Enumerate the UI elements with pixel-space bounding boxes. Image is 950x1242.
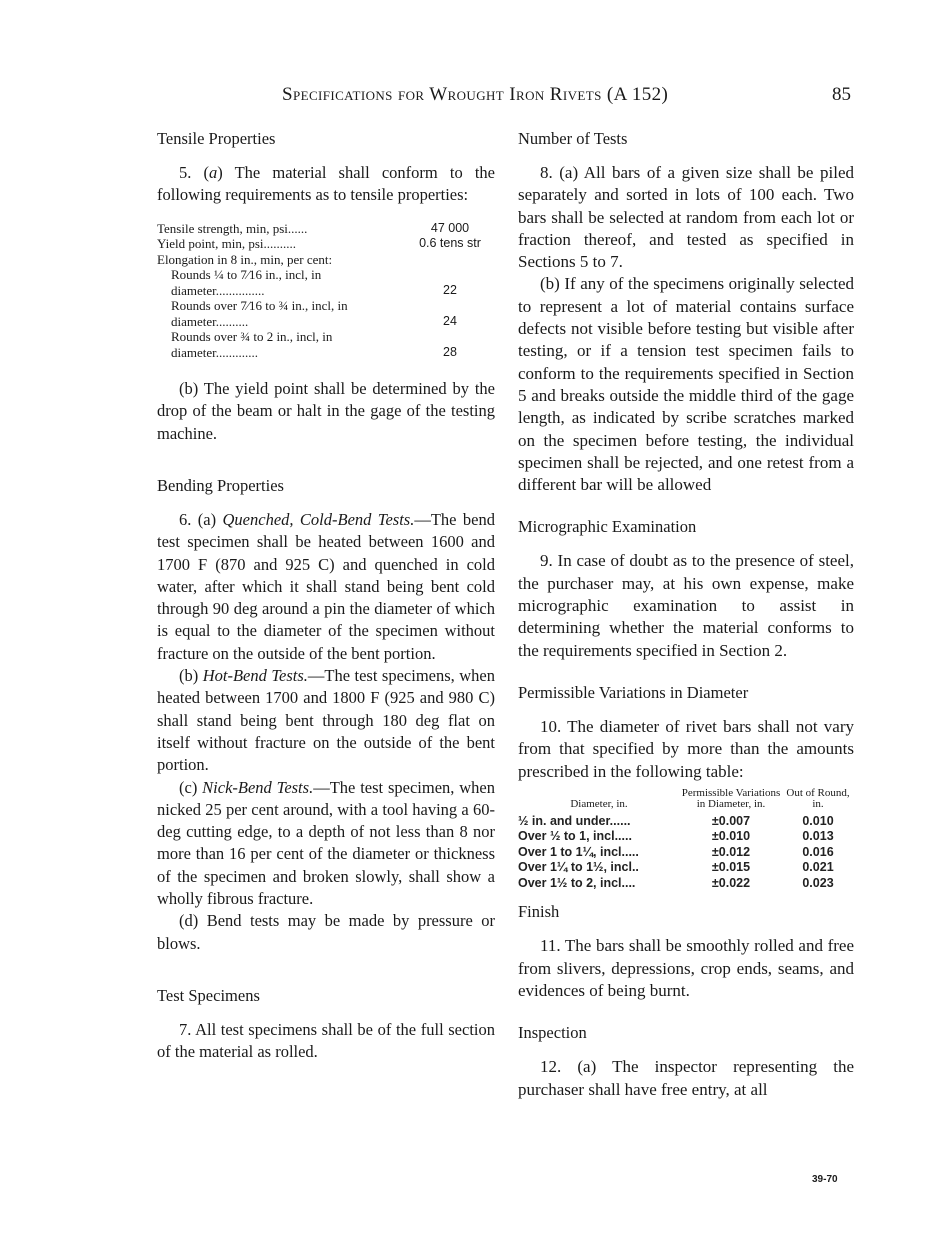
tensile-heading: Tensile Properties [157,129,276,148]
variation-row [518,814,854,830]
section-5a-num: 5. ( [179,163,210,182]
tensile-label: Rounds over 7⁄16 to ¾ in., incl, in diameter.......... [171,298,348,329]
section-6b-lead: (b) [179,666,203,686]
variation-diameter: Over ½ to 1, incl..... [518,829,632,844]
number-of-tests-heading: Number of Tests [518,129,628,148]
tensile-value: 47 000 [430,220,470,235]
section-5a-text: ) The material shall conform to the following requirements as to tensile properties: [157,163,496,205]
tensile-value: 0.6 tens str [419,236,481,251]
tensile-label: Rounds over ¾ to 2 in., incl, in diameter............. [171,329,333,360]
section-6a-text: —The bend test specimen shall be heated between 1600 and 1700 F (870 and 925 C) and quenched in cold water, after which it shall stand being bent cold through 90 deg around a pin the diameter of which is equal to the diameter of the specimen without fracture on the outside of the bent portion. [157,509,495,663]
tensile-value [405,252,495,268]
section-6c-title: Nick-Bend Tests. [202,777,314,797]
tensile-row [157,298,495,329]
tensile-row [157,236,495,252]
tensile-value: 24 [443,313,457,328]
variation-permissible: ±0.015 [711,860,751,875]
section-6a-lead: 6. (a) [179,509,223,529]
variation-out-of-round: 0.021 [802,860,834,875]
variation-diameter: Over 1¼ to 1½, incl.. [518,860,639,875]
section-9: 9. In case of doubt as to the presence of steel, the purchaser may, at his own expense, make micrographic examination to assist in determining whether the material conforms to the requirements specified in Section 2. [518,551,854,660]
variation-row [518,876,854,892]
finish-heading: Finish [518,902,560,922]
specimens-heading: Test Specimens [157,985,260,1005]
section-6c-lead: (c) [179,777,203,797]
diameter-variation-table [518,787,854,892]
running-title-designation: (A 152) [601,84,669,105]
section-10: 10. The diameter of rivet bars shall not vary from that specified by more than the amounts prescribed in the following table: [518,716,854,781]
variation-row [518,829,854,845]
left-column [157,128,495,1064]
inspection-heading: Inspection [518,1023,587,1043]
running-title: Specifications for Wrought Iron Rivets [282,84,602,105]
variation-permissible: ±0.012 [711,844,751,859]
section-6c-text: —The test specimen, when nicked 25 per cent around, with a tool having a 60-deg cutting edge, to a depth of not less than 8 nor more than 16 per cent of the diameter or thickness of the specimen and broken slowly, shall show a wholly fibrous fracture. [157,777,495,909]
tensile-row [157,329,495,360]
variation-diameter: Over 1 to 1¼, incl..... [518,844,639,859]
tensile-requirements-table [157,221,495,361]
tensile-label: Tensile strength, min, psi...... [157,220,308,236]
section-7: 7. All test specimens shall be of the full section of the material as rolled. [157,1019,495,1062]
variation-permissible: ±0.010 [711,829,751,844]
variation-row [518,845,854,861]
page-number: 85 [832,84,851,105]
bending-heading: Bending Properties [157,475,284,495]
variation-diameter: ½ in. and under...... [518,813,631,828]
variation-row [518,860,854,876]
section-5a [157,162,495,207]
tensile-label: Rounds ¼ to 7⁄16 in., incl, in diameter............... [171,267,322,298]
variation-permissible: ±0.022 [711,875,751,890]
tensile-value: 28 [443,344,457,359]
variations-heading: Permissible Variations in Diameter [518,682,749,702]
micrographic-heading: Micrographic Examination [518,517,697,537]
tensile-value: 22 [443,282,457,297]
col-header-permissible: Permissible Variations in Diameter, in. [681,786,781,810]
col-header-out-of-round: Out of Round, in. [786,786,850,810]
section-12a: 12. (a) The inspector representing the purchaser shall have free entry, at all [518,1057,854,1099]
section-6c [157,777,495,911]
tensile-label: Yield point, min, psi.......... [157,236,297,252]
section-5a-letter: a [209,163,218,182]
running-head [282,84,668,106]
section-6a-title: Quenched, Cold-Bend Tests. [222,509,415,529]
tensile-row [157,221,495,237]
variation-diameter: Over 1½ to 2, incl.... [518,875,636,890]
tensile-row [157,252,495,268]
section-11: 11. The bars shall be smoothly rolled and free from slivers, depressions, crop ends, seams, and evidences of being burnt. [518,936,854,1000]
section-6b-title: Hot-Bend Tests. [202,666,308,686]
folio-number: 39-70 [812,1174,838,1185]
section-8a: 8. (a) All bars of a given size shall be piled separately and sorted in lots of 100 each. Two bars shall be selected at random from each lot or fraction thereof, and tested as specified in Sections 5 to 7. [518,163,854,272]
section-6a [157,509,495,665]
variation-out-of-round: 0.016 [802,844,834,859]
variation-out-of-round: 0.010 [802,813,834,828]
tensile-row [157,267,495,298]
variation-out-of-round: 0.023 [802,875,834,890]
tensile-label: Elongation in 8 in., min, per cent: [157,251,333,267]
section-6d: (d) Bend tests may be made by pressure or blows. [157,911,495,953]
variation-permissible: ±0.007 [711,813,751,828]
col-header-diameter: Diameter, in. [570,797,628,810]
section-8b: (b) If any of the specimens originally selected to represent a lot of material contains surface defects not visible before testing but visible after testing, or if a tension test specimen fails to conform to the requirements specified in Section 5 and breaks outside the middle third of the gage length, as indicated by scribe scratches marked on the specimen before testing, the individual specimen shall be rejected, and one retest from a different bar will be allowed [518,274,854,495]
section-6b [157,665,495,776]
section-5b: (b) The yield point shall be determined by the drop of the beam or halt in the gage of the testing machine. [157,379,495,443]
variation-out-of-round: 0.013 [802,829,834,844]
section-6b-text: —The test specimens, when heated between 1700 and 1800 F (925 and 980 C) shall stand being bent through 180 deg flat on itself without fracture on the outside of the bent portion. [157,666,495,775]
right-column [518,128,854,1101]
